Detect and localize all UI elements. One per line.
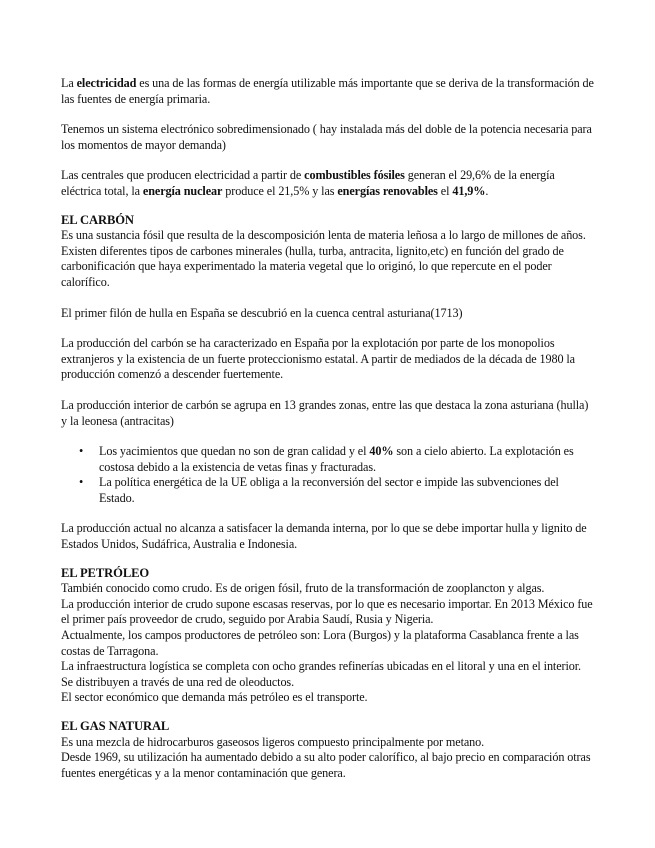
bullet-marker: • bbox=[79, 475, 84, 490]
bullet-marker: • bbox=[79, 444, 84, 459]
text-run: La bbox=[61, 76, 77, 90]
text-run: el bbox=[437, 183, 453, 198]
bold-term: combustibles fósiles bbox=[304, 168, 405, 183]
gas-line: Desde 1969, su utilización ha aumentado debido a su alto poder calorífico, al bajo precio en comparación otras fuentes energéticas y a la menor contaminación que genera. bbox=[61, 750, 591, 780]
petroleo-line: Actualmente, los campos productores de petróleo son: Lora (Burgos) y la plataforma Casablanca frente a las costas de Tarragona. bbox=[61, 628, 579, 658]
text-run: Las centrales que producen electricidad a partir de bbox=[61, 168, 305, 183]
bold-term: electricidad bbox=[76, 76, 137, 90]
text-run: Los yacimientos que quedan no son de gran calidad y el bbox=[99, 444, 370, 459]
carbon-bullet-list bbox=[61, 444, 597, 506]
carbon-definition-paragraph: Es una sustancia fósil que resulta de la descomposición lenta de materia leñosa a lo largo de millones de años. Existen diferentes tipos de carbones minerales (hulla, turba, antracita, lignito,etc) en función del grado de carbonificación que haya experimentado la materia vegetal que lo originó, lo que repercute en el poder calorífico. bbox=[61, 228, 586, 289]
bold-term: energía nuclear bbox=[142, 183, 223, 198]
carbon-first-vein-paragraph: El primer filón de hulla en España se descubrió en la cuenca central asturiana(1713) bbox=[61, 305, 463, 320]
carbon-imports-paragraph: La producción actual no alcanza a satisfacer la demanda interna, por lo que se debe importar hulla y lignito de Estados Unidos, Sudáfrica, Australia e Indonesia. bbox=[61, 521, 587, 552]
list-item bbox=[79, 444, 597, 475]
intro-centrales-paragraph bbox=[61, 168, 597, 199]
petroleo-line: La infraestructura logística se completa con ocho grandes refinerías ubicadas en el litoral y una en el interior. bbox=[61, 659, 581, 674]
section-heading-carbon: EL CARBÓN bbox=[61, 212, 134, 227]
bold-term: 41,9% bbox=[452, 183, 486, 198]
bold-term: 40% bbox=[369, 444, 394, 459]
carbon-zones-paragraph: La producción interior de carbón se agrupa en 13 grandes zonas, entre las que destaca la zona asturiana (hulla) y la leonesa (antracitas) bbox=[61, 397, 589, 428]
intro-system-paragraph: Tenemos un sistema electrónico sobredimensionado ( hay instalada más del doble de la potencia necesaria para los momentos de mayor demanda) bbox=[61, 122, 592, 152]
section-heading-petroleo: EL PETRÓLEO bbox=[61, 565, 150, 580]
petroleo-line: También conocido como crudo. Es de origen fósil, fruto de la transformación de zooplancton y algas. bbox=[61, 581, 545, 596]
text-run: es una de las formas de energía utilizable más importante que se deriva de la transformación de las fuentes de energía primaria. bbox=[61, 76, 594, 106]
bold-term: energías renovables bbox=[337, 183, 438, 198]
text-run: produce el 21,5% y las bbox=[222, 183, 338, 198]
petroleo-line: Se distribuyen a través de una red de oleoductos. bbox=[61, 674, 295, 689]
text-run: La política energética de la UE obliga a la reconversión del sector e impide las subvenciones del Estado. bbox=[99, 475, 559, 505]
text-run: son a cielo abierto. La explotación es costosa debido a la existencia de vetas finas y fracturadas. bbox=[99, 444, 574, 474]
list-item bbox=[79, 475, 597, 506]
intro-electricity-paragraph bbox=[61, 76, 597, 107]
text-run: generan el 29,6% de la energía eléctrica total, la bbox=[61, 168, 555, 198]
petroleo-line: El sector económico que demanda más petróleo es el transporte. bbox=[61, 690, 368, 705]
carbon-production-history-paragraph: La producción del carbón se ha caracterizado en España por la explotación por parte de los monopolios extranjeros y la existencia de un fuerte proteccionismo estatal. A partir de mediados de la década de 1980 la producción comenzó a descender fuertemente. bbox=[61, 336, 575, 382]
document-page bbox=[61, 76, 597, 781]
text-run: . bbox=[485, 183, 489, 198]
petroleo-line: La producción interior de crudo supone escasas reservas, por lo que es necesario importar. En 2013 México fue el primer país proveedor de crudo, seguido por Arabia Saudí, Rusia y Nigeria. bbox=[61, 596, 593, 627]
gas-line: Es una mezcla de hidrocarburos gaseosos ligeros compuesto principalmente por metano. bbox=[61, 734, 485, 749]
section-heading-gas: EL GAS NATURAL bbox=[61, 719, 170, 733]
